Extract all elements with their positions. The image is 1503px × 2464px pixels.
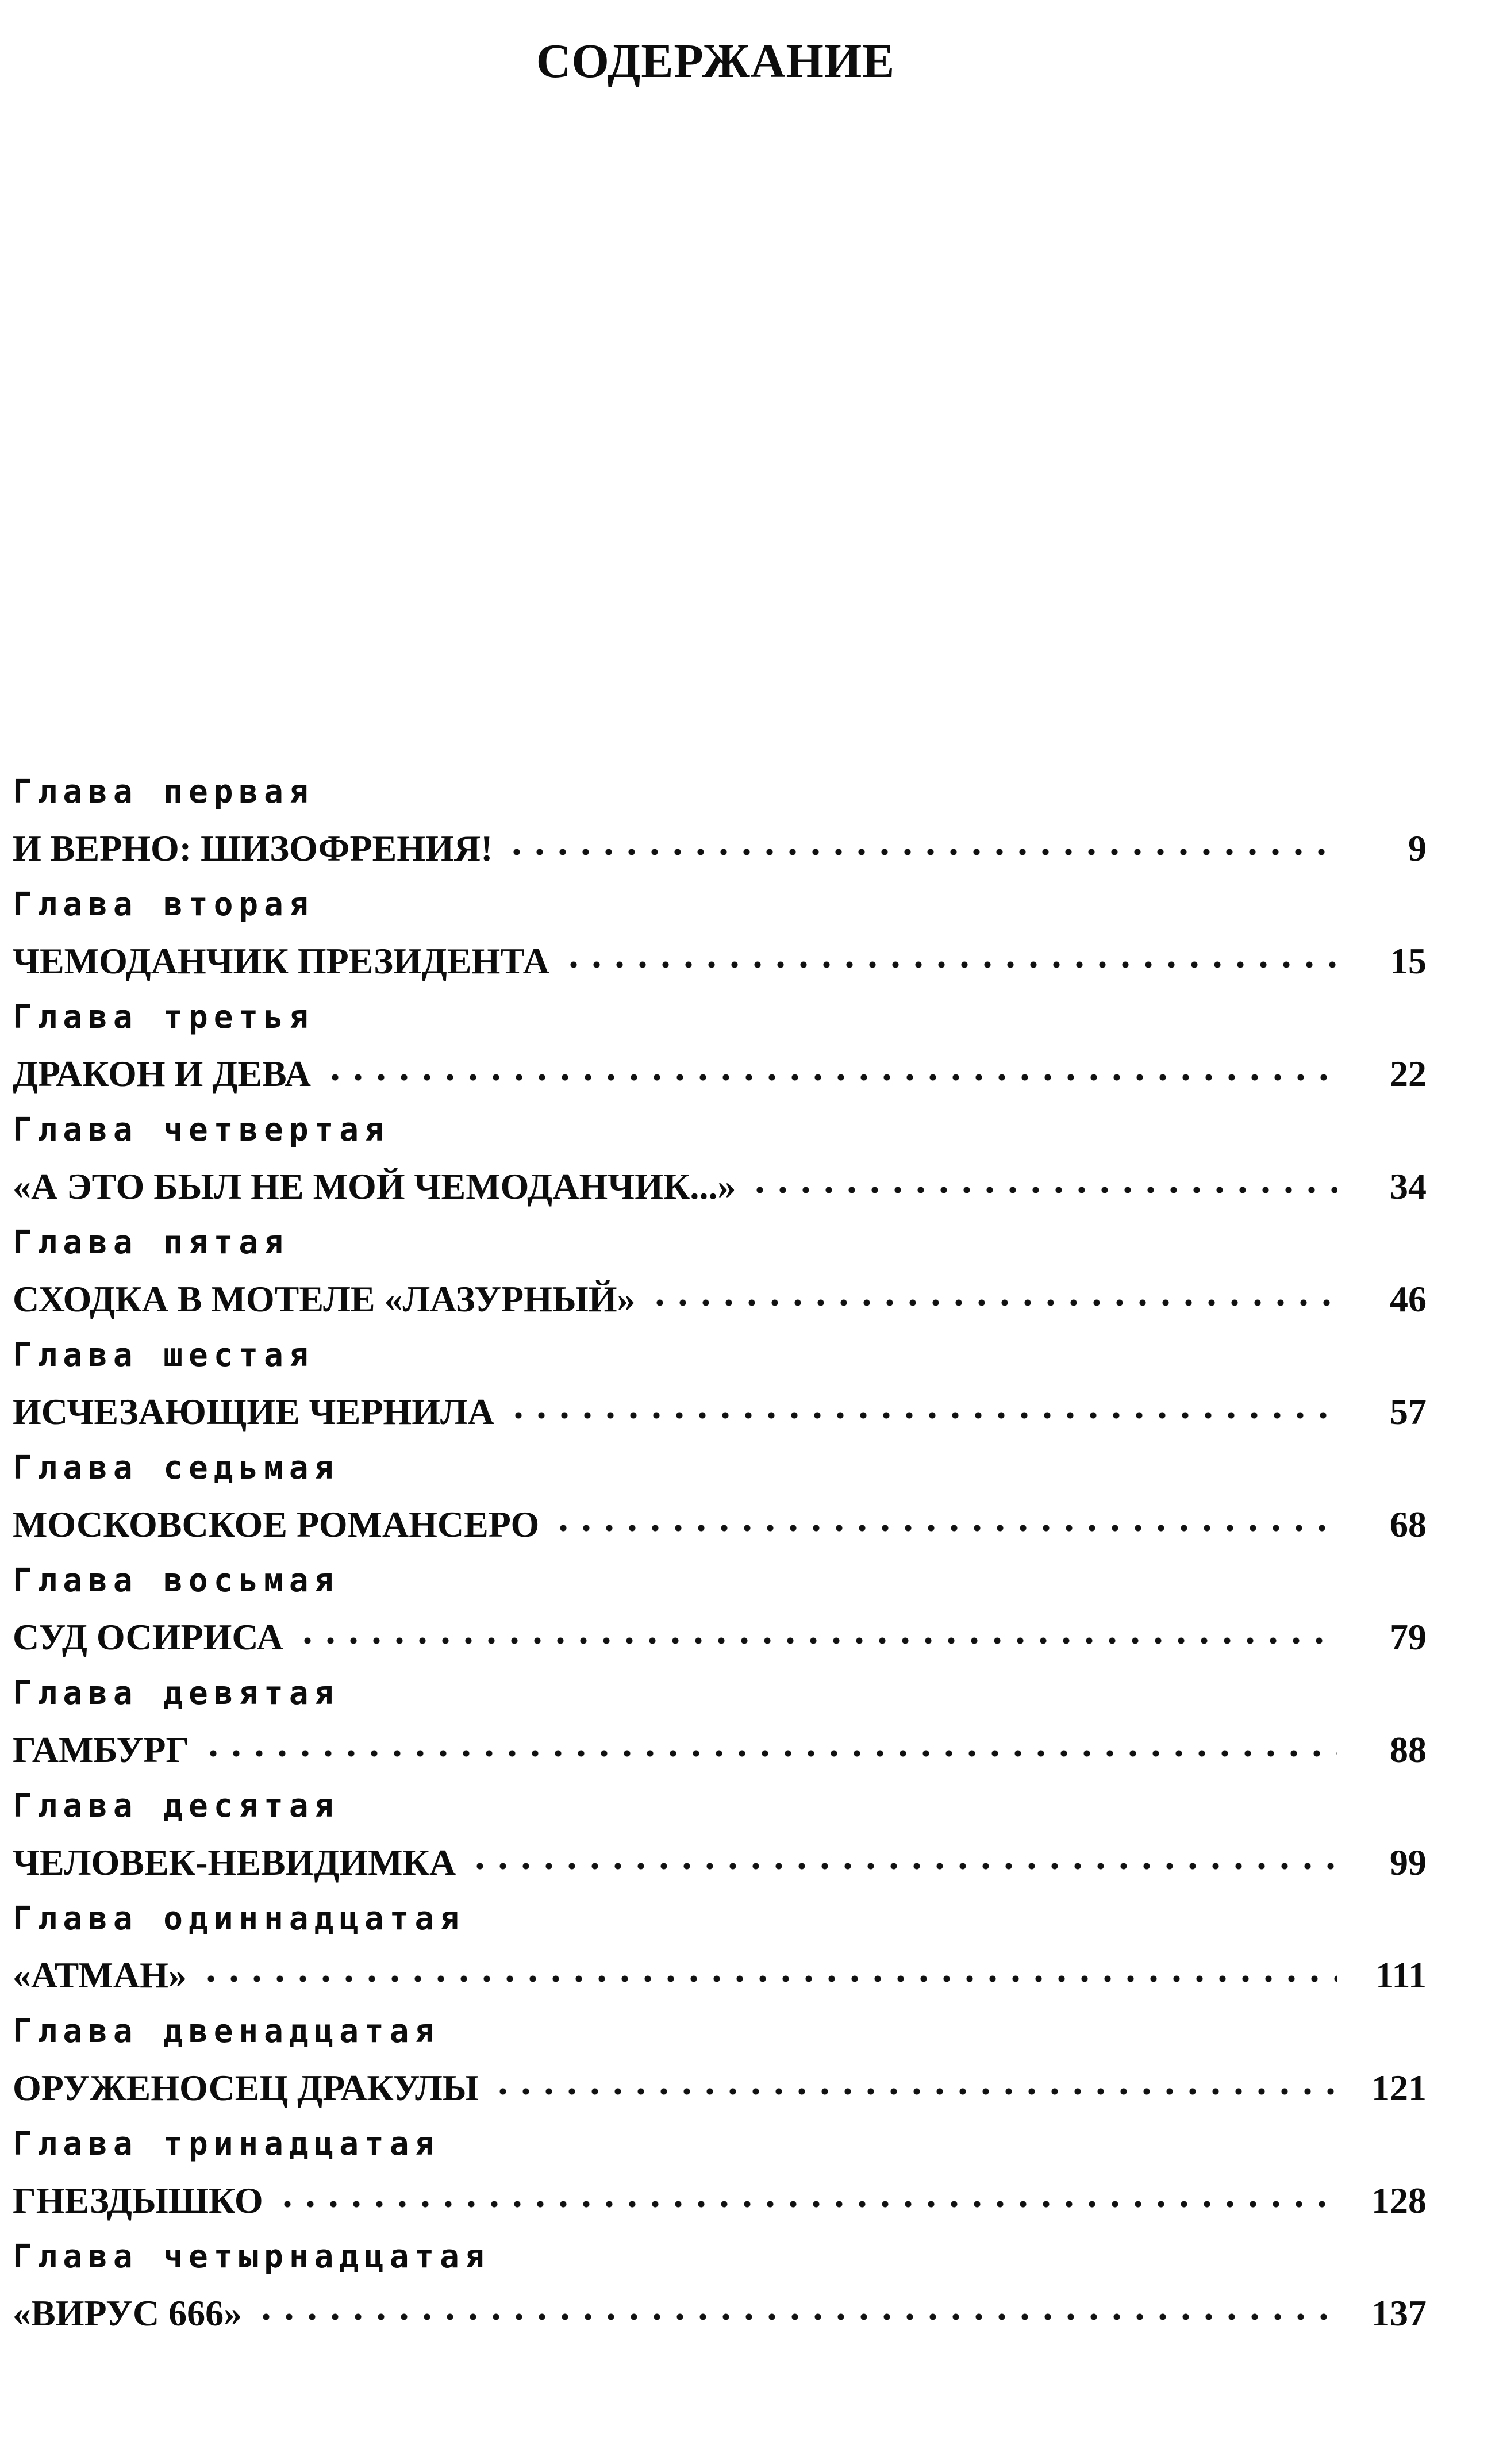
toc-entry[interactable] — [13, 1553, 1427, 1666]
toc-title-row — [13, 820, 1427, 877]
page-number: 137 — [1371, 2293, 1427, 2333]
chapter-title: «ВИРУС 666» — [13, 2293, 243, 2333]
toc-entry[interactable] — [13, 2117, 1427, 2229]
chapter-title: ГАМБУРГ — [13, 1729, 190, 1770]
chapter-title: ИСЧЕЗАЮЩИЕ ЧЕРНИЛА — [13, 1391, 494, 1432]
toc-entry[interactable] — [13, 1215, 1427, 1328]
page-number: 9 — [1408, 828, 1427, 869]
toc-title-row — [13, 1383, 1427, 1441]
dot-leader — [468, 1855, 1337, 1878]
toc-entry[interactable] — [13, 1441, 1427, 1553]
chapter-title: ГНЕЗДЫШКО — [13, 2180, 263, 2221]
toc-entry[interactable] — [13, 990, 1427, 1103]
dot-leader — [491, 2080, 1337, 2103]
toc-title-row — [13, 1496, 1427, 1553]
page-number: 111 — [1375, 1955, 1427, 1995]
chapter-title: «А ЭТО БЫЛ НЕ МОЙ ЧЕМОДАНЧИК...» — [13, 1166, 736, 1207]
chapter-title: «АТМАН» — [13, 1955, 187, 1995]
page-number: 99 — [1390, 1842, 1427, 1883]
toc-entry[interactable] — [13, 1103, 1427, 1215]
page-number: 34 — [1390, 1166, 1427, 1207]
chapter-label: Глава третья — [13, 999, 314, 1036]
toc-entry[interactable] — [13, 877, 1427, 990]
toc-title-row — [13, 1609, 1427, 1666]
toc-entry[interactable] — [13, 1328, 1427, 1441]
chapter-label: Глава четвертая — [13, 1111, 390, 1149]
toc-entry[interactable] — [13, 1779, 1427, 1891]
toc-title-row — [13, 2285, 1427, 2342]
toc-title-row — [13, 1271, 1427, 1328]
chapter-label: Глава первая — [13, 773, 314, 811]
page-number: 128 — [1371, 2180, 1427, 2221]
dot-leader — [199, 1967, 1337, 1990]
toc-title-row — [13, 932, 1427, 990]
page-number: 88 — [1390, 1729, 1427, 1770]
page-number: 79 — [1390, 1617, 1427, 1657]
toc-title-row — [13, 1721, 1427, 1779]
table-of-contents — [13, 765, 1427, 2342]
toc-title-row — [13, 1158, 1427, 1215]
toc-entry[interactable] — [13, 1666, 1427, 1779]
page-number: 68 — [1390, 1504, 1427, 1545]
dot-leader — [505, 840, 1337, 863]
chapter-title: СХОДКА В МОТЕЛЕ «ЛАЗУРНЫЙ» — [13, 1279, 636, 1319]
chapter-label: Глава десятая — [13, 1787, 340, 1825]
page-title: СОДЕРЖАНИЕ — [536, 34, 895, 88]
dot-leader — [276, 2193, 1337, 2216]
toc-entry[interactable] — [13, 2004, 1427, 2117]
chapter-label: Глава седьмая — [13, 1449, 340, 1487]
chapter-title: СУД ОСИРИСА — [13, 1617, 283, 1657]
toc-title-row — [13, 1045, 1427, 1103]
toc-entry[interactable] — [13, 1891, 1427, 2004]
dot-leader — [552, 1517, 1337, 1540]
page-number: 15 — [1390, 941, 1427, 981]
page-number: 57 — [1390, 1391, 1427, 1432]
toc-entry[interactable] — [13, 765, 1427, 877]
dot-leader — [507, 1404, 1337, 1427]
chapter-label: Глава одиннадцатая — [13, 1900, 465, 1937]
chapter-title: МОСКОВСКОЕ РОМАНСЕРО — [13, 1504, 540, 1545]
chapter-label: Глава вторая — [13, 886, 314, 923]
chapter-label: Глава двенадцатая — [13, 2013, 440, 2050]
toc-entry[interactable] — [13, 2229, 1427, 2342]
toc-title-row — [13, 1834, 1427, 1891]
chapter-label: Глава девятая — [13, 1675, 340, 1712]
page-number: 121 — [1371, 2067, 1427, 2108]
toc-title-row — [13, 1947, 1427, 2004]
chapter-label: Глава четырнадцатая — [13, 2238, 490, 2275]
dot-leader — [324, 1066, 1337, 1089]
chapter-label: Глава восьмая — [13, 1562, 340, 1599]
chapter-label: Глава пятая — [13, 1224, 289, 1261]
chapter-title: ДРАКОН И ДЕВА — [13, 1053, 311, 1094]
toc-title-row — [13, 2059, 1427, 2117]
dot-leader — [562, 953, 1337, 976]
page-number: 46 — [1390, 1279, 1427, 1319]
chapter-title: И ВЕРНО: ШИЗОФРЕНИЯ! — [13, 828, 493, 869]
chapter-title: ЧЕМОДАНЧИК ПРЕЗИДЕНТА — [13, 941, 549, 981]
dot-leader — [202, 1742, 1337, 1765]
chapter-label: Глава тринадцатая — [13, 2125, 440, 2163]
dot-leader — [296, 1629, 1337, 1652]
chapter-title: ОРУЖЕНОСЕЦ ДРАКУЛЫ — [13, 2067, 479, 2108]
dot-leader — [648, 1291, 1337, 1314]
dot-leader — [255, 2305, 1337, 2328]
dot-leader — [748, 1179, 1337, 1202]
chapter-title: ЧЕЛОВЕК-НЕВИДИМКА — [13, 1842, 456, 1883]
chapter-label: Глава шестая — [13, 1337, 314, 1374]
page-number: 22 — [1390, 1053, 1427, 1094]
toc-title-row — [13, 2172, 1427, 2229]
